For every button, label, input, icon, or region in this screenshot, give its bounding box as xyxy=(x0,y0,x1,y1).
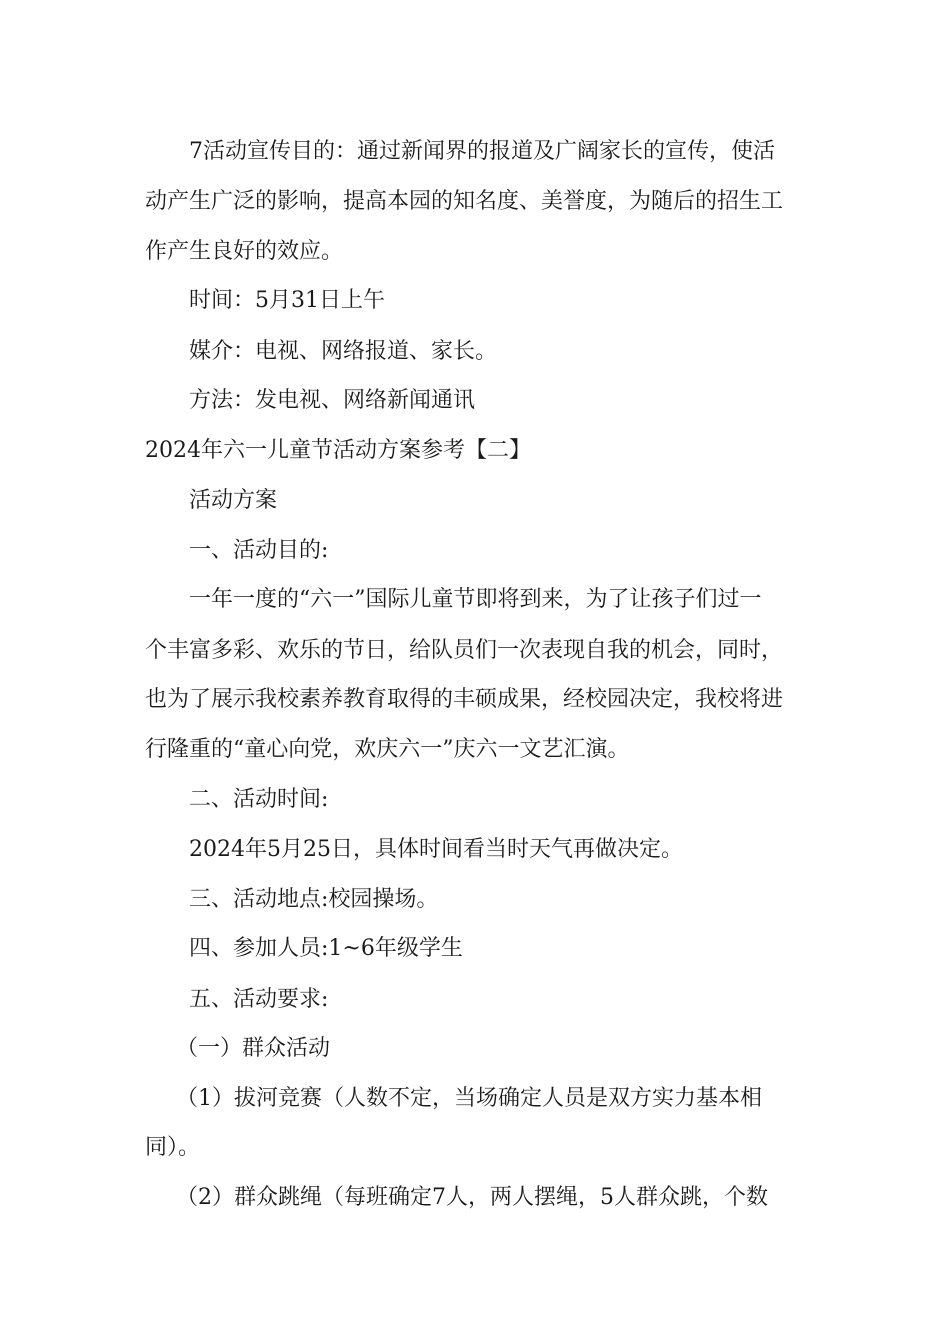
time-line: 时间：5月31日上午 xyxy=(189,288,385,313)
heading-location: 三、活动地点:校园操场。 xyxy=(189,887,439,912)
section-heading: 2024年六一儿童节活动方案参考【二】 xyxy=(145,438,531,463)
heading-time: 二、活动时间: xyxy=(189,787,329,812)
purpose-line-4: 行隆重的“童心向党，欢庆六一”庆六一文艺汇演。 xyxy=(145,737,630,762)
subheading-group-activities: （一）群众活动 xyxy=(176,1036,331,1061)
method-line: 方法：发电视、网络新闻通讯 xyxy=(189,388,476,413)
purpose-line-2: 个丰富多彩、欢乐的节日，给队员们一次表现自我的机会，同时， xyxy=(145,638,784,663)
heading-requirements: 五、活动要求: xyxy=(189,987,329,1012)
item-tug-of-war-line-2: 同）。 xyxy=(145,1135,201,1160)
item-rope-skipping-line-1: （2）群众跳绳（每班确定7人，两人摆绳，5人群众跳，个数 xyxy=(176,1185,768,1210)
item-tug-of-war-line-1: （1）拔河竞赛（人数不定，当场确定人员是双方实力基本相 xyxy=(176,1086,762,1111)
heading-purpose: 一、活动目的: xyxy=(189,538,329,563)
time-detail: 2024年5月25日，具体时间看当时天气再做决定。 xyxy=(189,837,683,862)
plan-title: 活动方案 xyxy=(189,488,278,513)
paragraph-line-3: 作产生良好的效应。 xyxy=(145,239,344,264)
purpose-line-3: 也为了展示我校素养教育取得的丰硕成果，经校园决定，我校将进 xyxy=(145,687,784,712)
media-line: 媒介：电视、网络报道、家长。 xyxy=(189,339,498,364)
heading-participants: 四、参加人员:1~6年级学生 xyxy=(189,936,463,961)
paragraph-line-1: 7活动宣传目的：通过新闻界的报道及广阔家长的宣传，使活 xyxy=(189,139,775,164)
paragraph-line-2: 动产生广泛的影响，提高本园的知名度、美誉度，为随后的招生工 xyxy=(145,189,784,214)
purpose-line-1: 一年一度的“六一”国际儿童节即将到来，为了让孩子们过一 xyxy=(189,587,762,612)
